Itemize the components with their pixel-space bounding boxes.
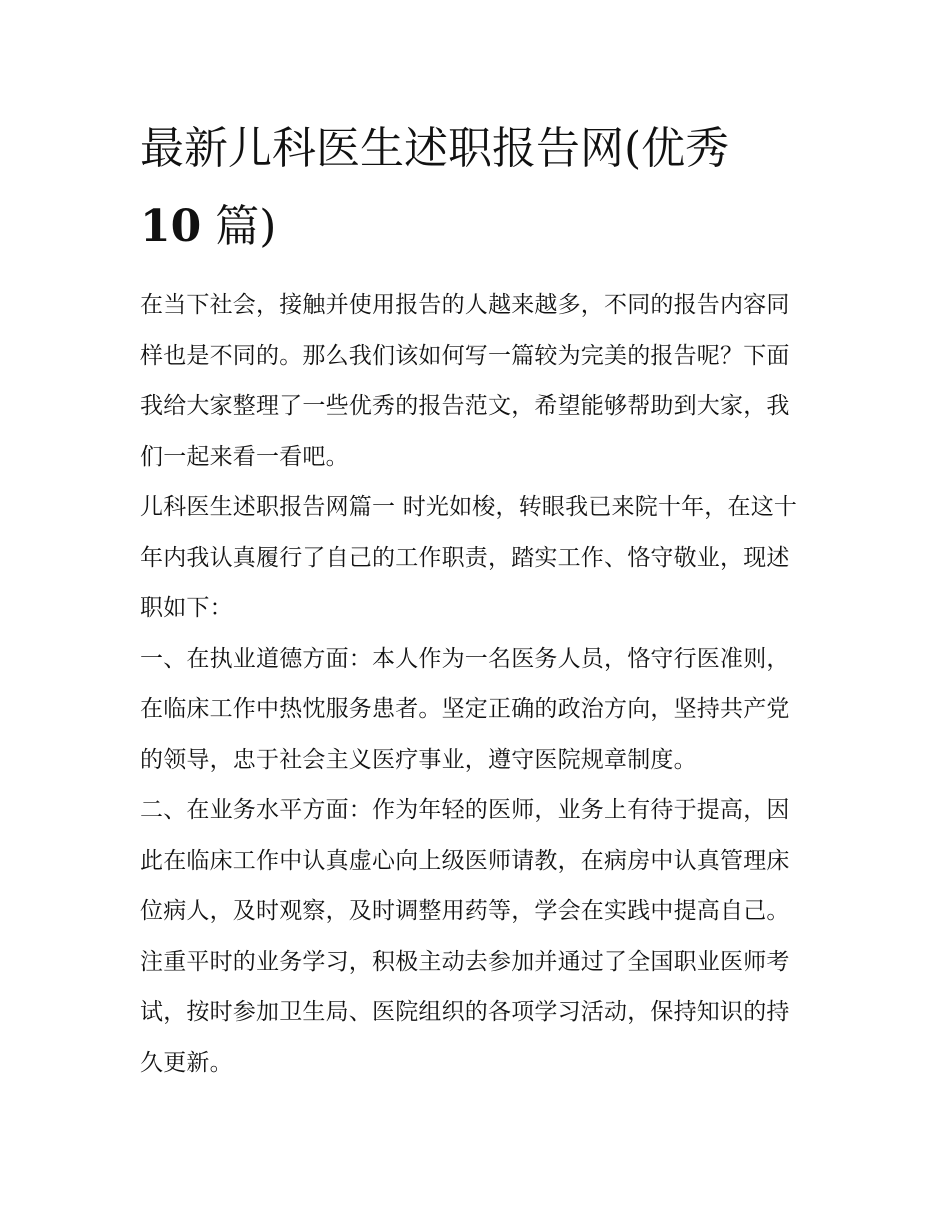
ethics-paragraph: 一、在执业道德方面：本人作为一名医务人员，恪守行医准则，在临床工作中热忱服务患者。坚定正确的政治方向，坚持共产党的领导，忠于社会主义医疗事业，遵守医院规章制度。 [140, 645, 790, 773]
document-page [140, 110, 812, 1088]
title-line-1: 最新儿科医生述职报告网(优秀 [140, 123, 730, 174]
document-title [140, 110, 812, 266]
skills-paragraph: 二、在业务水平方面：作为年轻的医师，业务上有待于提高，因此在临床工作中认真虚心向上级医师请教，在病房中认真管理床位病人，及时观察，及时调整用药等，学会在实践中提高自己。注重平时的业务学习，积极主动去参加并通过了全国职业医师考试，按时参加卫生局、医院组织的各项学习活动，保持知识的持久更新。 [140, 797, 790, 1076]
title-line-2: 篇) [201, 201, 277, 252]
section-one-paragraph: 儿科医生述职报告网篇一 时光如梭，转眼我已来院十年，在这十年内我认真履行了自己的工作职责，踏实工作、恪守敬业，现述职如下： [140, 494, 798, 621]
title-number: 10 [140, 201, 202, 252]
intro-paragraph: 在当下社会，接触并使用报告的人越来越多，不同的报告内容同样也是不同的。那么我们该如何写一篇较为完美的报告呢？下面我给大家整理了一些优秀的报告范文，希望能够帮助到大家，我们一起来看一看吧。 [140, 292, 790, 470]
